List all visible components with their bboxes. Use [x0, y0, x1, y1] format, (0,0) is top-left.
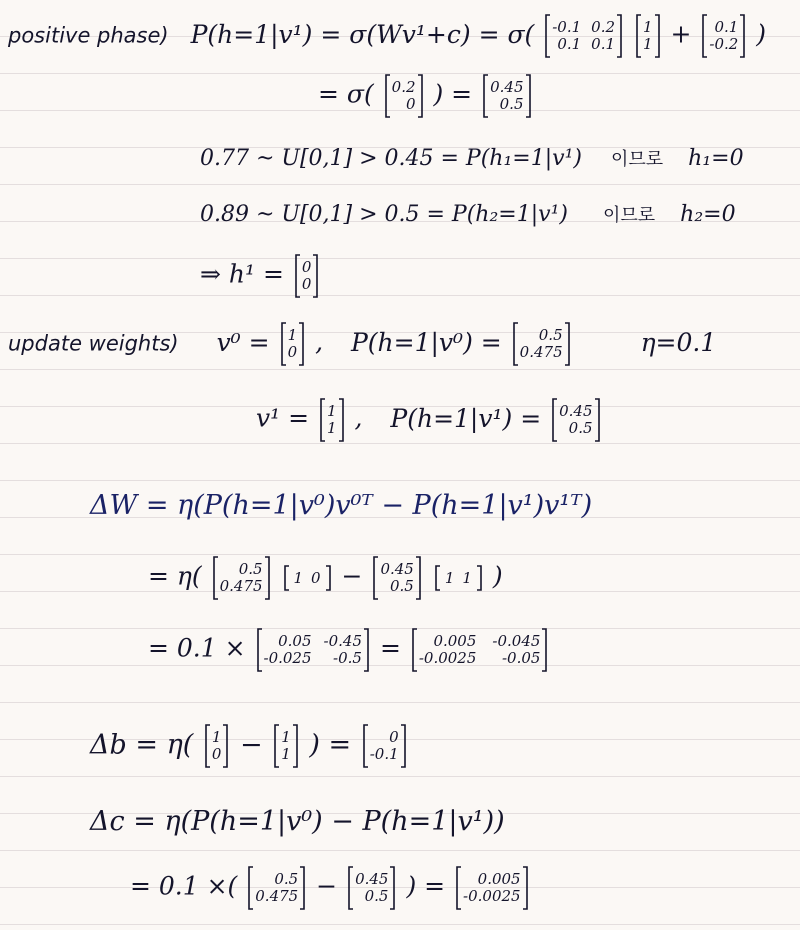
left-bracket	[204, 724, 211, 768]
dc-p0-vector: 0.5 0.475	[247, 866, 306, 910]
v1-lhs: v¹ =	[256, 403, 310, 433]
dc-result-vector: 0.005 -0.0025	[455, 866, 529, 910]
dw-p0-vector: 0.5 0.475	[212, 556, 271, 600]
dc-step-a: = 0.1 ×(	[130, 871, 238, 901]
dw-step1-a: = η(	[148, 561, 202, 591]
left-bracket	[294, 254, 301, 298]
db-minus: −	[240, 729, 263, 761]
db-result-vector: 0 -0.1	[362, 724, 407, 768]
plus-sign: +	[670, 19, 692, 49]
delta-c-formula: Δc = η(P(h=1|v⁰) − P(h=1|v¹))	[90, 806, 505, 837]
left-bracket	[384, 74, 391, 118]
right-bracket	[389, 866, 396, 910]
sample-h2-korean: 이므로	[602, 205, 656, 226]
sample-h2: 0.89 ~ U[0,1] > 0.5 = P(h₂=1|v¹)	[200, 202, 568, 227]
left-bracket	[635, 14, 642, 58]
p-v0-lhs: P(h=1|v⁰) =	[350, 327, 502, 357]
left-bracket	[512, 322, 519, 366]
dw-diff-matrix: 0.05 -0.025 -0.45 -0.5	[256, 628, 370, 672]
dw-result-matrix: 0.005 -0.0025 -0.045 -0.05	[411, 628, 549, 672]
right-bracket	[654, 14, 661, 58]
sample-h1: 0.77 ~ U[0,1] > 0.45 = P(h₁=1|v¹)	[200, 146, 582, 171]
v1-vector-update: 1 1	[319, 398, 345, 442]
right-bracket	[312, 254, 319, 298]
right-bracket	[264, 556, 271, 600]
left-bracket	[551, 398, 558, 442]
left-bracket	[273, 724, 280, 768]
db-v1-vector: 1 1	[273, 724, 299, 768]
left-bracket	[247, 866, 254, 910]
c-vector: 0.1 -0.2	[701, 14, 746, 58]
dc-minus: −	[316, 871, 338, 901]
delta-w-formula: ΔW = η(P(h=1|v⁰)v⁰ᵀ − P(h=1|v¹)v¹ᵀ)	[90, 490, 593, 521]
step2-mid: ) =	[433, 79, 473, 109]
left-bracket	[544, 14, 551, 58]
sample-h1-row	[200, 145, 744, 171]
p-v0-vector: 0.5 0.475	[512, 322, 571, 366]
left-bracket	[434, 565, 441, 591]
step2-lhs: = σ(	[318, 79, 374, 109]
minus-sign: −	[341, 561, 363, 591]
row-v1: 1 1	[434, 565, 483, 591]
right-bracket	[541, 628, 548, 672]
right-bracket	[222, 724, 229, 768]
p-v1-vector: 0.45 0.5	[551, 398, 600, 442]
delta-b-row	[90, 724, 409, 768]
delta-w-step1	[148, 556, 503, 600]
right-bracket	[298, 322, 305, 366]
weight-matrix: -0.1 0.1 0.2 0.1	[544, 14, 623, 58]
right-bracket	[616, 14, 623, 58]
dc-p1-vector: 0.45 0.5	[347, 866, 396, 910]
equals-sign: =	[379, 633, 401, 663]
step2-vector: 0.2 0	[384, 74, 424, 118]
positive-phase-formula: P(h=1|v¹) = σ(Wv¹+c) = σ(	[190, 19, 535, 49]
right-bracket	[325, 565, 332, 591]
sample-h1-result: h₁=0	[688, 146, 744, 171]
h-result-vector: 0 0	[294, 254, 320, 298]
left-bracket	[347, 866, 354, 910]
v0-lhs: v⁰ =	[216, 327, 270, 357]
left-bracket	[482, 74, 489, 118]
sample-h1-korean: 이므로	[610, 149, 664, 170]
comma-2: ,	[354, 403, 363, 433]
close-paren: )	[756, 19, 767, 49]
row-v0: 1 0	[283, 565, 332, 591]
positive-phase-row	[8, 14, 766, 58]
delta-c-step	[130, 866, 531, 910]
right-bracket	[564, 322, 571, 366]
right-bracket	[415, 556, 422, 600]
db-v0-vector: 1 0	[204, 724, 230, 768]
dw-step2-a: = 0.1 ×	[148, 633, 246, 663]
right-bracket	[594, 398, 601, 442]
h-result-row	[200, 254, 321, 298]
right-bracket	[525, 74, 532, 118]
left-bracket	[256, 628, 263, 672]
db-close: ) =	[309, 729, 352, 761]
right-bracket	[299, 866, 306, 910]
update-weights-row	[8, 322, 716, 366]
dw-step1-close: )	[492, 561, 503, 591]
learning-rate: η=0.1	[640, 327, 717, 357]
right-bracket	[476, 565, 483, 591]
positive-phase-label: positive phase)	[8, 23, 169, 48]
v0-vector: 1 0	[280, 322, 306, 366]
positive-phase-step2	[318, 74, 534, 118]
left-bracket	[411, 628, 418, 672]
step2-result: 0.45 0.5	[482, 74, 531, 118]
sample-h2-row	[200, 201, 736, 227]
left-bracket	[319, 398, 326, 442]
right-bracket	[338, 398, 345, 442]
v1-row	[256, 398, 603, 442]
left-bracket	[362, 724, 369, 768]
h-result-lhs: ⇒ h¹ =	[200, 259, 284, 289]
v1-vector: 1 1	[635, 14, 661, 58]
right-bracket	[739, 14, 746, 58]
right-bracket	[400, 724, 407, 768]
comma: ,	[315, 327, 324, 357]
db-a: Δb = η(	[90, 729, 194, 761]
left-bracket	[372, 556, 379, 600]
right-bracket	[292, 724, 299, 768]
right-bracket	[363, 628, 370, 672]
delta-w-step2	[148, 628, 550, 672]
left-bracket	[455, 866, 462, 910]
right-bracket	[417, 74, 424, 118]
left-bracket	[280, 322, 287, 366]
right-bracket	[522, 866, 529, 910]
dw-p1-vector: 0.45 0.5	[372, 556, 421, 600]
dc-close: ) =	[406, 871, 446, 901]
update-weights-label: update weights)	[8, 331, 179, 356]
left-bracket	[701, 14, 708, 58]
p-v1-lhs: P(h=1|v¹) =	[390, 403, 542, 433]
sample-h2-result: h₂=0	[680, 202, 736, 227]
left-bracket	[283, 565, 290, 591]
left-bracket	[212, 556, 219, 600]
